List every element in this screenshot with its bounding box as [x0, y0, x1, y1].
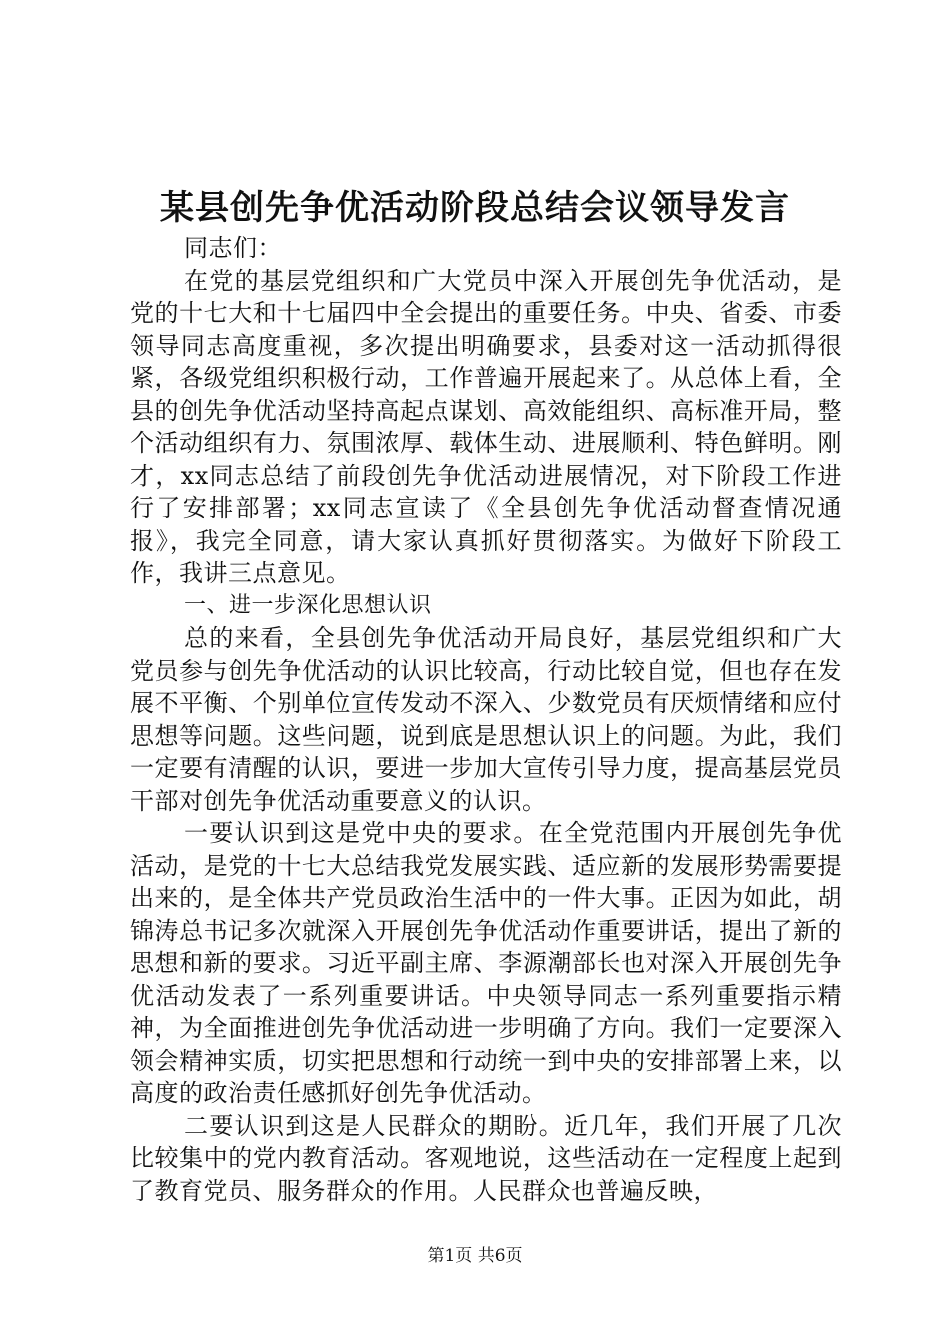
paragraph-point-1: 一要认识到这是党中央的要求。在全党范围内开展创先争优活动，是党的十七大总结我党发展实践、适应新的发展形势需要提出来的，是全体共产党员政治生活中的一件大事。正因为如此，胡锦涛总书记多次就深入开展创先争优活动作重要讲话，提出了新的思想和新的要求。习近平副主席、李源潮部长也对深入开展创先争优活动发表了一系列重要讲话。中央领导同志一系列重要指示精神，为全面推进创先争优活动进一步明确了方向。我们一定要深入领会精神实质，切实把思想和行动统一到中央的安排部署上来，以高度的政治责任感抓好创先争优活动。 [130, 819, 842, 1107]
page-footer: 第1页 共6页 [427, 1246, 523, 1266]
paragraph-point-2: 二要认识到这是人民群众的期盼。近几年，我们开展了几次比较集中的党内教育活动。客观地说，这些活动在一定程度上起到了教育党员、服务群众的作用。人民群众也普遍反映， [130, 1111, 842, 1205]
section-heading-1: 一、进一步深化思想认识 [184, 592, 432, 618]
paragraph-overview: 总的来看，全县创先争优活动开局良好，基层党组织和广大党员参与创先争优活动的认识比较高，行动比较自觉，但也存在发展不平衡、个别单位宣传发动不深入、少数党员有厌烦情绪和应付思想等问题。这些问题，说到底是思想认识上的问题。为此，我们一定要有清醒的认识，要进一步加大宣传引导力度，提高基层党员干部对创先争优活动重要意义的认识。 [130, 624, 842, 815]
document-body [130, 232, 842, 1207]
paragraph-intro: 在党的基层党组织和广大党员中深入开展创先争优活动，是党的十七大和十七届四中全会提出的重要任务。中央、省委、市委领导同志高度重视，多次提出明确要求，县委对这一活动抓得很紧，各级党组织积极行动，工作普遍开展起来了。从总体上看，全县的创先争优活动坚持高起点谋划、高效能组织、高标准开局，整个活动组织有力、氛围浓厚、载体生动、进展顺利、特色鲜明。刚才，xx同志总结了前段创先争优活动进展情况，对下阶段工作进行了安排部署；xx同志宣读了《全县创先争优活动督查情况通报》，我完全同意，请大家认真抓好贯彻落实。为做好下阶段工作，我讲三点意见。 [130, 266, 842, 587]
salutation: 同志们： [184, 234, 282, 262]
document-title: 某县创先争优活动阶段总结会议领导发言 [160, 188, 790, 228]
